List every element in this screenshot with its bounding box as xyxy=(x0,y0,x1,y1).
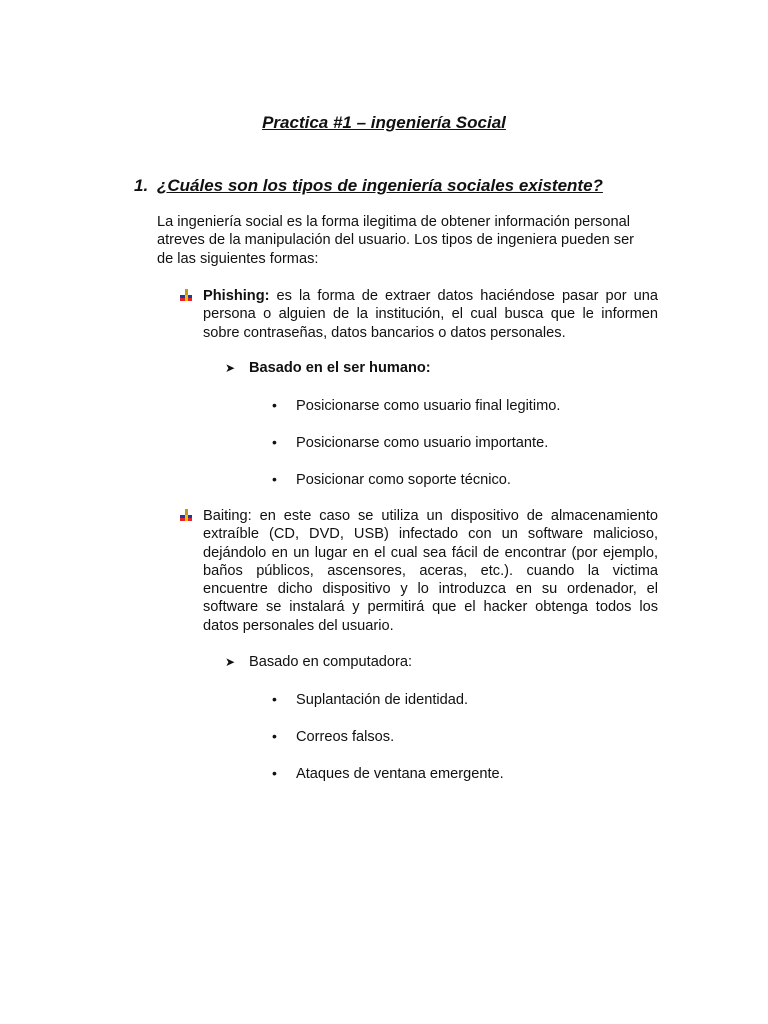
bullet-icon: • xyxy=(272,728,277,744)
question-number: 1. xyxy=(134,176,149,195)
sub-heading-computer xyxy=(225,653,412,671)
list-item-text: Posicionarse como usuario importante. xyxy=(296,435,549,451)
intro-line: de las siguientes formas: xyxy=(157,250,319,267)
baiting-line: software se instalará y permitirá que el hacker obtenga todos los xyxy=(203,599,658,616)
list-item xyxy=(272,433,548,452)
list-item-text: Ataques de ventana emergente. xyxy=(296,766,504,782)
arrow-bullet-icon: ➤ xyxy=(225,655,236,669)
list-marker-icon xyxy=(178,508,194,523)
bullet-icon: • xyxy=(272,691,277,707)
baiting-line: Baiting: en este caso se utiliza un dispositivo de almacenamiento xyxy=(203,508,658,524)
list-item xyxy=(272,396,560,415)
bullet-icon: • xyxy=(272,765,277,781)
phishing-term: Phishing: xyxy=(203,288,270,304)
baiting-line: baños públicos, ascensores, aceras, etc.). cuando la victima xyxy=(203,562,658,579)
list-item xyxy=(272,727,394,746)
list-item xyxy=(272,764,504,783)
bullet-icon: • xyxy=(272,471,277,487)
baiting-paragraph xyxy=(203,507,658,635)
question-heading: ¿Cuáles son los tipos de ingeniería sociales existente? xyxy=(157,176,603,195)
list-item-text: Suplantación de identidad. xyxy=(296,692,469,708)
baiting-line: encuentre dicho dispositivo y lo introduzca en su ordenador, el xyxy=(203,581,658,598)
phishing-line xyxy=(203,287,658,305)
baiting-line: dejándolo en un lugar en el cual sea fácil de encontrar (por ejemplo, xyxy=(203,544,658,561)
phishing-text: es la forma de extraer datos haciéndose pasar por una xyxy=(276,288,658,304)
list-item xyxy=(272,690,468,709)
list-item-text: Correos falsos. xyxy=(296,729,395,745)
document-title: Practica #1 – ingeniería Social xyxy=(262,113,506,132)
list-item-text: Posicionarse como usuario final legitimo. xyxy=(296,398,561,414)
intro-line: La ingeniería social es la forma ilegitima de obtener información personal xyxy=(157,214,630,230)
bullet-icon: • xyxy=(272,434,277,450)
phishing-line: persona o alguien de la institución, el cual busca que le informen xyxy=(203,306,658,323)
list-item xyxy=(272,470,511,489)
list-marker-icon xyxy=(178,288,194,303)
intro-line: atreves de la manipulación del usuario. Los tipos de ingeniera pueden ser xyxy=(157,232,635,249)
baiting-line: datos personales del usuario. xyxy=(203,617,394,634)
baiting-line: extraíble (CD, DVD, USB) infectado con un software malicioso, xyxy=(203,526,658,543)
sub-heading-text: Basado en computadora: xyxy=(249,654,413,670)
sub-heading-human xyxy=(225,359,431,377)
arrow-bullet-icon: ➤ xyxy=(225,361,236,375)
phishing-paragraph xyxy=(203,287,658,342)
intro-paragraph xyxy=(157,213,662,268)
list-item-text: Posicionar como soporte técnico. xyxy=(296,472,511,488)
sub-heading-text: Basado en el ser humano: xyxy=(249,360,431,376)
bullet-icon: • xyxy=(272,397,277,413)
phishing-line: sobre contraseñas, datos bancarios o datos personales. xyxy=(203,324,566,341)
